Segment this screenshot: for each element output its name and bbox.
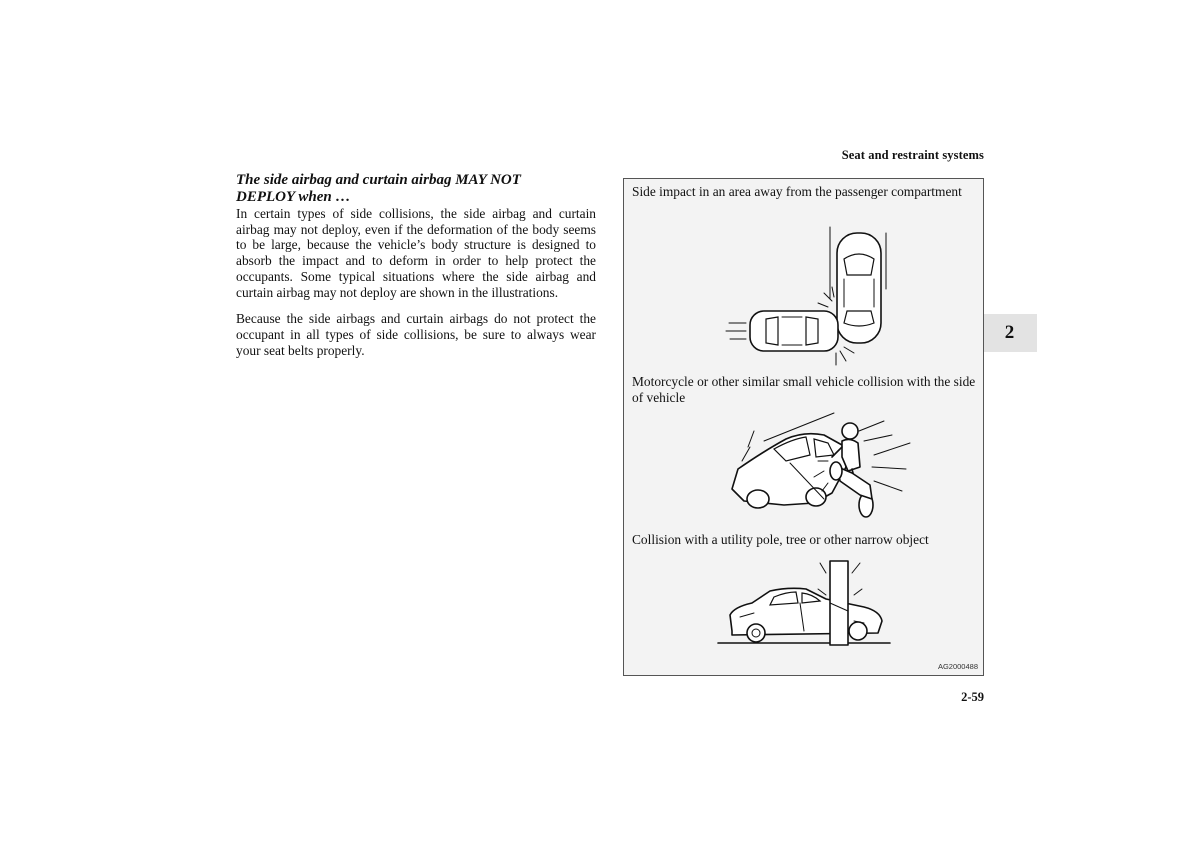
page-number: 2-59 bbox=[961, 690, 984, 704]
utility-pole-collision-illustration bbox=[714, 559, 894, 647]
caption-side-impact: Side impact in an area away from the passenger compartment bbox=[632, 184, 962, 199]
paragraph-2: Because the side airbags and curtain airbags do not protect the occupant in all types of side collisions, be sure to always wear your seat belts properly. bbox=[236, 311, 596, 358]
caption-motorcycle: Motorcycle or other similar small vehicle collision with the side of vehicle bbox=[632, 374, 976, 405]
running-header: Seat and restraint systems bbox=[841, 148, 984, 162]
chapter-number: 2 bbox=[1004, 322, 1015, 343]
figure-id: AG2000488 bbox=[937, 662, 978, 671]
chapter-tab bbox=[982, 314, 1037, 352]
illustration-panel bbox=[623, 178, 984, 676]
paragraph-1: In certain types of side collisions, the side airbag and curtain airbag may not deploy, even if the deformation of the body seems to be large, because the vehicle’s body structure is designed to absorb the impact and to deform in order to help protect the occupants. Some typical situations where the side airbag and curtain airbag may not deploy are shown in the illustrations. bbox=[236, 206, 596, 300]
body-text-column bbox=[236, 172, 596, 369]
motorcycle-collision-illustration bbox=[724, 411, 914, 521]
section-heading: The side airbag and curtain airbag MAY NOT DEPLOY when … bbox=[236, 172, 521, 205]
two-car-side-impact-illustration bbox=[724, 219, 904, 369]
caption-utility-pole: Collision with a utility pole, tree or other narrow object bbox=[632, 532, 929, 547]
